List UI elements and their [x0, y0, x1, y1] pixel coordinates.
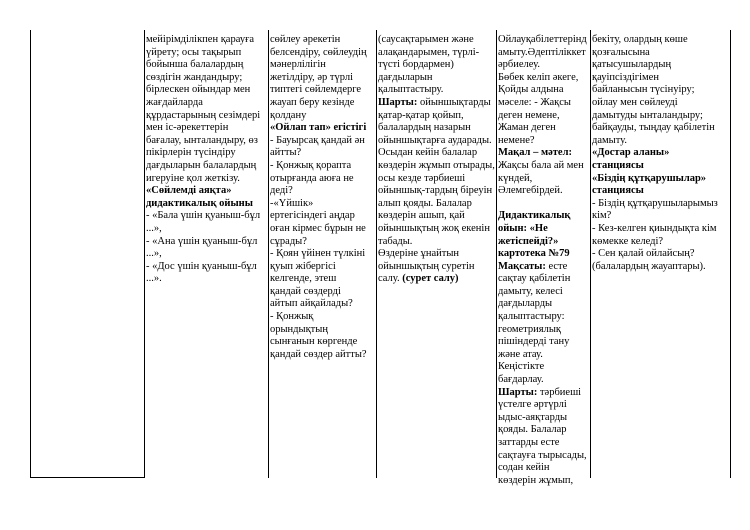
table-border-left	[30, 30, 31, 478]
text-run: - Біздің құтқарушыларымыз кім? - Кез-келген қиындықта кім көмекке келеді? - Сен қалай ойлайсың? (балалардың жауаптары).	[592, 197, 718, 272]
text-run: ойыншықтарды қатар-қатар қойып, балалардың назарын ойыншықтарға аударады. Осыдан кейін балалар көздерін жұмып отырады, осы кезде тәрбиеші ойыншық-тардың біреуін алып қояды. Балалар көздерін ашып, қай ойыншықтың жоқ екенін табады. Өздеріне ұнайтын ойыншықтың суретін салу.	[378, 96, 495, 285]
cell-col2	[270, 34, 376, 361]
text-run: мейірімділікпен қарауға үйрету; осы тақырып бойынша балалардың сөздігін жандандыру; бірлескен ойындар мен жағдайларда құрдастарының сезімдері мен іс-әрекеттерін бағалау, ынталандыру, өз пікірлерін түсіндіру дағдыларын балалардың игеруіне қол жеткізу.	[146, 34, 261, 184]
bold-text-run: (сурет салу)	[402, 273, 459, 285]
bold-text-run: «Ойлап тап» егістігі	[270, 122, 367, 134]
text-run: тәрбиеші үстелге әртүрлі ыдыс-аяқтарды қояды. Балалар заттарды есте сақтауға тырысады, содан кейін көздерін жұмып,	[498, 386, 587, 486]
text-run: сөйлеу әрекетін белсендіру, сөйлеудің мәнерлілігін жетілдіру, әр түрлі типтегі сөйлемдерге жауап беру кезінде қолдану	[270, 34, 367, 121]
cell-col3	[378, 34, 496, 286]
text-run: Жақсы бала ай мен күндей, Әлемгебірдей.	[498, 159, 584, 197]
column-divider	[376, 30, 377, 478]
text-run: есте сақтау қабілетін дамыту, келесі дағдыларды қалыптастыру: геометриялық пішіндерді тану және атау. Кеңістікте бағдарлау.	[498, 260, 571, 386]
table-border-right	[730, 30, 731, 478]
text-run: (саусақтарымен және алақандарымен, түрлі- түсті бордармен) дағдыларын қалыптастыру.	[378, 34, 480, 96]
text-run: - «Бала үшін қуаныш-бұл ...», - «Ана үшін қуаныш-бұл ...», - «Дос үшін қуаныш-бұл ...».	[146, 210, 261, 285]
bold-text-run: Дидактикалық ойын: «Не жетіспейді?» картотека №79 Мақсаты:	[498, 210, 571, 272]
text-run: Ойлауқабілеттерінд амыту.Әдептіліккет әрбиелеу. Бөбек келіп әкеге, Қойды алдына мәселе: - Жақсы деген немене, Жаман деген немене?	[498, 34, 587, 146]
column-divider	[268, 30, 269, 478]
bold-text-run: Шарты:	[378, 96, 420, 108]
column-divider	[496, 30, 497, 478]
bold-text-run: «Сөйлемді аяқта» дидактикалық ойыны	[146, 185, 253, 209]
column-divider	[144, 30, 145, 478]
bold-text-run: Шарты:	[498, 386, 540, 398]
cell-col1	[146, 34, 268, 286]
column-divider	[590, 30, 591, 478]
text-run: бекіту, олардың көше қозғалысына қатысушылардың қауіпсіздігімен байланысын түсінуіру; ойлау мен сөйлеуді дамытуды ынталандыру; байқауды, тыңдау қабілетін дамыту.	[592, 34, 715, 146]
bold-text-run: «Достар аланы» станциясы «Біздің құтқарушылар» станциясы	[592, 147, 707, 197]
cell-col5	[592, 34, 730, 273]
text-run: - Бауырсақ қандай ән айтты? - Қонжық қорапта отырғанда аюға не деді? -«Үйшік» ертегісіндегі аңдар оған кірмес бұрын не сұрады? - Қоян үйінен түлкіні қуып жібергісі келгенде, этеш қандай сөздерді айтып айқайлады? - Қонжық орындықтың сынғанын көргенде қандай сөздер айтты?	[270, 134, 367, 360]
row-bottom-border	[30, 477, 145, 478]
cell-col4	[498, 34, 590, 487]
schedule-table	[30, 30, 730, 486]
bold-text-run: Мақал – мәтел:	[498, 147, 572, 159]
